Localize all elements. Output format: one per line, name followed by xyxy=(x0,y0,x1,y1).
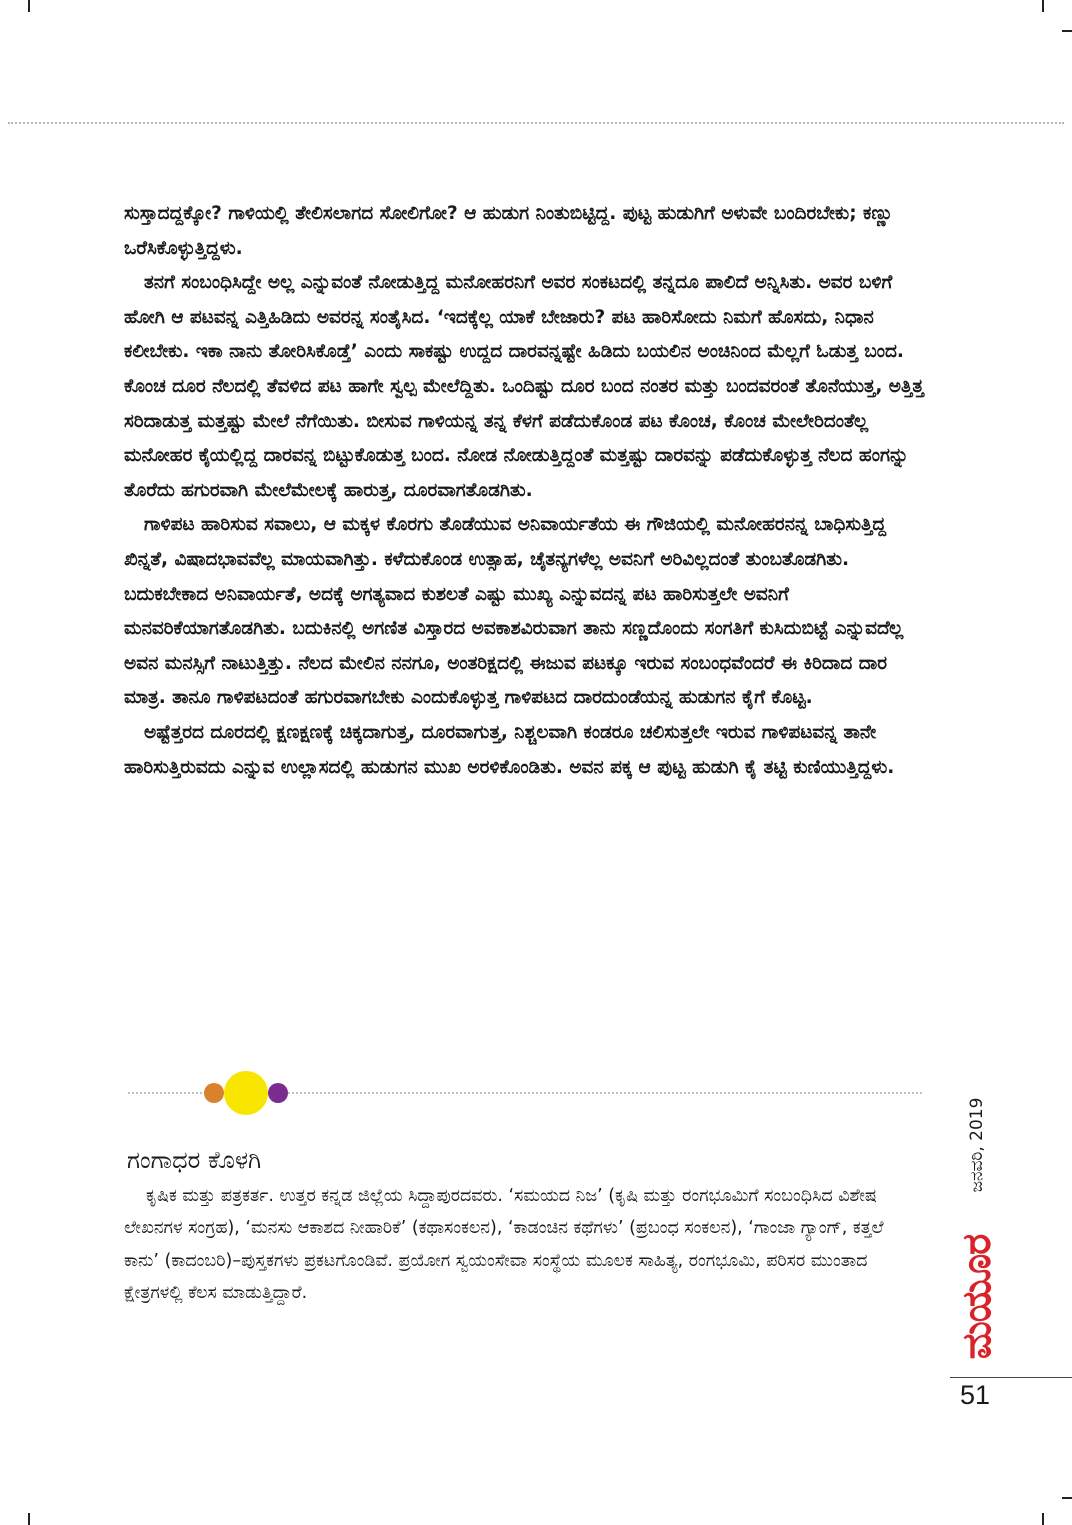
author-bio-text: ಕೃಷಿಕ ಮತ್ತು ಪತ್ರಕರ್ತ. ಉತ್ತರ ಕನ್ನಡ ಜಿಲ್ಲೆಯ ಸಿದ್ದಾಪುರದವರು. ‘ಸಮಯದ ನಿಜ’ (ಕೃಷಿ ಮತ್ತು ರಂಗಭೂಮಿಗೆ ಸಂಬಂಧಿಸಿದ ವಿಶೇಷ ಲೇಖನಗಳ ಸಂಗ್ರಹ), ‘ಮನಸು ಆಕಾಶದ ನೀಹಾರಿಕೆ’ (ಕಥಾಸಂಕಲನ), ‘ಕಾಡಂಚಿನ ಕಥೆಗಳು’ (ಪ್ರಬಂಧ ಸಂಕಲನ), ‘ಗಾಂಜಾ ಗ್ಯಾಂಗ್, ಕತ್ತಲೆ ಕಾನು’ (ಕಾದಂಬರಿ)–ಪುಸ್ತಕಗಳು ಪ್ರಕಟಗೊಂಡಿವೆ. ಪ್ರಯೋಗ ಸ್ವಯಂಸೇವಾ ಸಂಸ್ಥೆಯ ಮೂಲಕ ಸಾಹಿತ್ಯ, ರಂಗಭೂಮಿ, ಪರಿಸರ ಮುಂತಾದ ಕ್ಷೇತ್ರಗಳಲ್ಲಿ ಕೆಲಸ ಮಾಡುತ್ತಿದ್ದಾರೆ. xyxy=(124,1186,884,1303)
magazine-logo-text: ಮಯೂರ xyxy=(954,1234,1000,1360)
crop-mark-top-left xyxy=(28,0,30,12)
purple-dot-ornament xyxy=(268,1083,288,1103)
yellow-dot-ornament xyxy=(224,1071,268,1115)
story-paragraph: ಅಷ್ಟೆತ್ತರದ ದೂರದಲ್ಲಿ ಕ್ಷಣಕ್ಷಣಕ್ಕೆ ಚಿಕ್ಕದಾಗುತ್ತ, ದೂರವಾಗುತ್ತ, ನಿಶ್ಚಲವಾಗಿ ಕಂಡರೂ ಚಲಿಸುತ್ತಲೇ ಇರುವ ಗಾಳಿಪಟವನ್ನ ತಾನೇ ಹಾರಿಸುತ್ತಿರುವದು ಎನ್ನುವ ಉಲ್ಲಾಸದಲ್ಲಿ ಹುಡುಗನ ಮುಖ ಅರಳಿಕೊಂಡಿತು. ಅವನ ಪಕ್ಕ ಆ ಪುಟ್ಟ ಹುಡುಗಿ ಕೈ ತಟ್ಟಿ ಕುಣಿಯುತ್ತಿದ್ದಳು. xyxy=(124,721,895,778)
orange-dot-ornament xyxy=(204,1083,224,1103)
author-name: ಗಂಗಾಧರ ಕೊಳಗಿ xyxy=(127,1146,262,1174)
story-paragraph: ಗಾಳಿಪಟ ಹಾರಿಸುವ ಸವಾಲು, ಆ ಮಕ್ಕಳ ಕೊರಗು ತೊಡೆಯುವ ಅನಿವಾರ್ಯತೆಯ ಈ ಗೌಜಿಯಲ್ಲಿ ಮನೋಹರನನ್ನ ಬಾಧಿಸುತ್ತಿದ್ದ ಖಿನ್ನತೆ, ವಿಷಾದಭಾವವೆಲ್ಲ ಮಾಯವಾಗಿತ್ತು. ಕಳೆದುಕೊಂಡ ಉತ್ಸಾಹ, ಚೈತನ್ಯಗಳೆಲ್ಲ ಅವನಿಗೆ ಅರಿವಿಲ್ಲದಂತೆ ತುಂಬತೊಡಗಿತು. ಬದುಕಬೇಕಾದ ಅನಿವಾರ್ಯತೆ, ಅದಕ್ಕೆ ಅಗತ್ಯವಾದ ಕುಶಲತೆ ಎಷ್ಟು ಮುಖ್ಯ ಎನ್ನುವದನ್ನ ಪಟ ಹಾರಿಸುತ್ತಲೇ ಅವನಿಗೆ ಮನವರಿಕೆಯಾಗತೊಡಗಿತು. ಬದುಕಿನಲ್ಲಿ ಅಗಣಿತ ವಿಸ್ತಾರದ ಅವಕಾಶವಿರುವಾಗ ತಾನು ಸಣ್ಣದೊಂದು ಸಂಗತಿಗೆ ಕುಸಿದುಬಿಟ್ಟೆ ಎನ್ನುವದೆಲ್ಲ ಅವನ ಮನಸ್ಸಿಗೆ ನಾಟುತ್ತಿತ್ತು. ನೆಲದ ಮೇಲಿನ ನನಗೂ, ಅಂತರಿಕ್ಷದಲ್ಲಿ ಈಜುವ ಪಟಕ್ಕೂ ಇರುವ ಸಂಬಂಧವೆಂದರೆ ಈ ಕಿರಿದಾದ ದಾರ ಮಾತ್ರ. ತಾನೂ ಗಾಳಿಪಟದಂತೆ ಹಗುರವಾಗಬೇಕು ಎಂದುಕೊಳ್ಳುತ್ತ ಗಾಳಿಪಟದ ದಾರದುಂಡೆಯನ್ನ ಹುಡುಗನ ಕೈಗೆ ಕೊಟ್ಟ. xyxy=(124,514,904,709)
page-number: 51 xyxy=(960,1380,991,1410)
story-paragraph: ತನಗೆ ಸಂಬಂಧಿಸಿದ್ದೇ ಅಲ್ಲ ಎನ್ನುವಂತೆ ನೋಡುತ್ತಿದ್ದ ಮನೋಹರನಿಗೆ ಅವರ ಸಂಕಟದಲ್ಲಿ ತನ್ನದೂ ಪಾಲಿದೆ ಅನ್ನಿಸಿತು. ಅವರ ಬಳಿಗೆ ಹೋಗಿ ಆ ಪಟವನ್ನ ಎತ್ತಿಹಿಡಿದು ಅವರನ್ನ ಸಂತೈಸಿದ. ‘ಇದಕ್ಕೆಲ್ಲ ಯಾಕೆ ಬೇಜಾರು? ಪಟ ಹಾರಿಸೋದು ನಿಮಗೆ ಹೊಸದು, ನಿಧಾನ ಕಲೀಬೇಕು. ಇಕಾ ನಾನು ತೋರಿಸಿಕೊಡ್ತೆ’ ಎಂದು ಸಾಕಷ್ಟು ಉದ್ದದ ದಾರವನ್ನಷ್ಟೇ ಹಿಡಿದು ಬಯಲಿನ ಅಂಚಿನಿಂದ ಮೆಲ್ಲಗೆ ಓಡುತ್ತ ಬಂದ. ಕೊಂಚ ದೂರ ನೆಲದಲ್ಲಿ ತೆವಳಿದ ಪಟ ಹಾಗೇ ಸ್ವಲ್ಪ ಮೇಲೆದ್ದಿತು. ಒಂದಿಷ್ಟು ದೂರ ಬಂದ ನಂತರ ಮತ್ತು ಬಂದವರಂತೆ ತೊನೆಯುತ್ತ, ಅತ್ತಿತ್ತ ಸರಿದಾಡುತ್ತ ಮತ್ತಷ್ಟು ಮೇಲೆ ನೆಗೆಯಿತು. ಬೀಸುವ ಗಾಳಿಯನ್ನ ತನ್ನ ಕೆಳಗೆ ಪಡೆದುಕೊಂಡ ಪಟ ಕೊಂಚ, ಕೊಂಚ ಮೇಲೇರಿದಂತೆಲ್ಲ ಮನೋಹರ ಕೈಯಲ್ಲಿದ್ದ ದಾರವನ್ನ ಬಿಟ್ಟುಕೊಡುತ್ತ ಬಂದ. ನೋಡ ನೋಡುತ್ತಿದ್ದಂತೆ ಮತ್ತಷ್ಟು ದಾರವನ್ನು ಪಡೆದುಕೊಳ್ಳುತ್ತ ನೆಲದ ಹಂಗನ್ನು ತೊರೆದು ಹಗುರವಾಗಿ ಮೇಲೆಮೇಲಕ್ಕೆ ಹಾರುತ್ತ, ದೂರವಾಗತೊಡಗಿತು. xyxy=(124,272,924,501)
crop-mark-right-lower xyxy=(1062,1497,1072,1499)
story-paragraph: ಸುಸ್ತಾದದ್ದಕ್ಕೋ? ಗಾಳಿಯಲ್ಲಿ ತೇಲಿಸಲಾಗದ ಸೋಲಿಗೋ? ಆ ಹುಡುಗ ನಿಂತುಬಿಟ್ಟಿದ್ದ. ಪುಟ್ಟ ಹುಡುಗಿಗೆ ಅಳುವೇ ಬಂದಿರಬೇಕು; ಕಣ್ಣು ಒರೆಸಿಕೊಳ್ಳುತ್ತಿದ್ದಳು. xyxy=(124,203,893,259)
crop-mark-bottom-left xyxy=(28,1513,30,1525)
issue-date xyxy=(962,1080,992,1210)
magazine-logo xyxy=(952,1218,1002,1376)
story-text xyxy=(124,197,924,785)
top-dotted-rule xyxy=(8,122,1064,124)
crop-mark-right-upper xyxy=(1062,30,1072,32)
crop-mark-top-right xyxy=(1042,0,1044,12)
crop-mark-bottom-right xyxy=(1042,1513,1044,1525)
issue-date-text: ಜನವರಿ, 2019 xyxy=(967,1097,987,1193)
author-bio xyxy=(124,1180,922,1309)
page-number-rule xyxy=(950,1377,1072,1378)
